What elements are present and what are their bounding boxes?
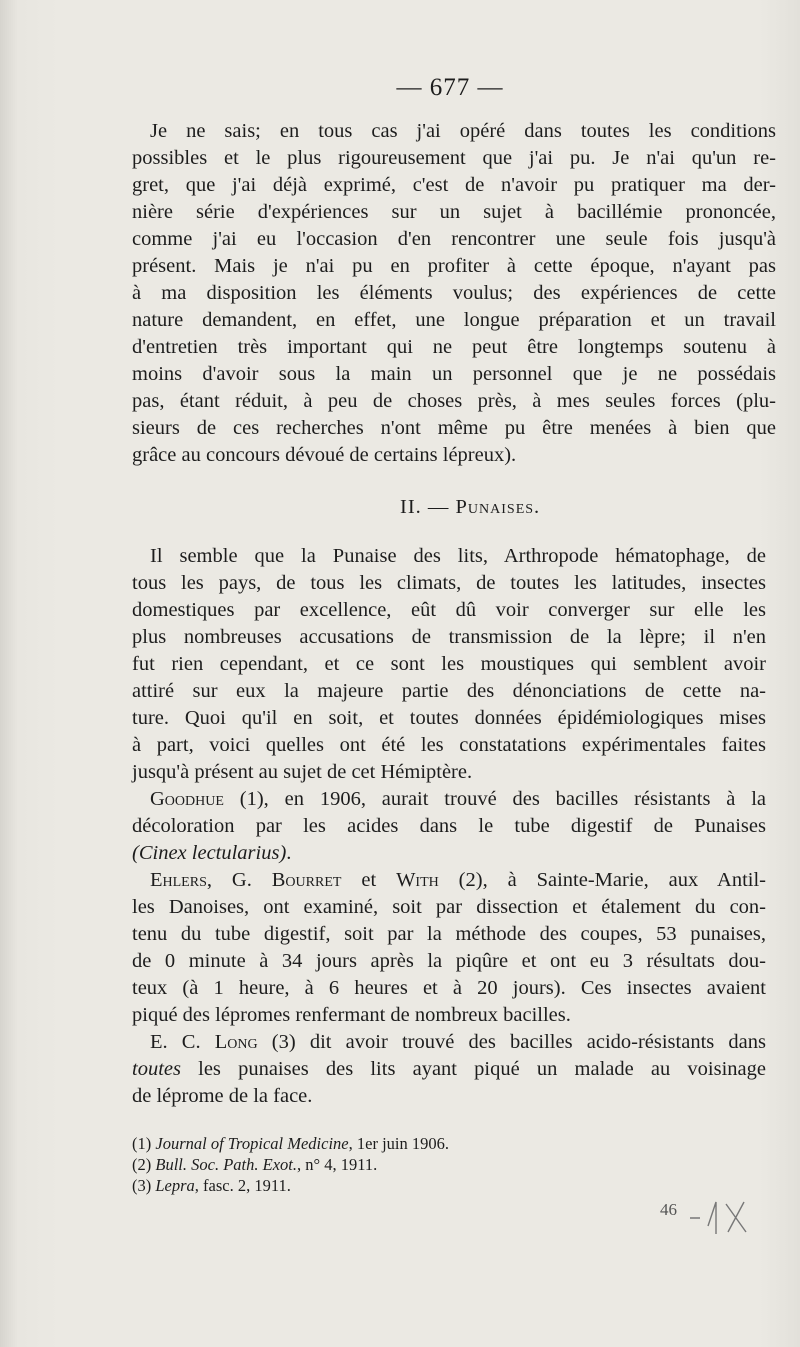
- text-line: Je ne sais; en tous cas j'ai opéré dans toutes les conditions: [150, 120, 776, 142]
- section-heading: [400, 496, 540, 519]
- text-line: Il semble que la Punaise des lits, Arthropode hématophage, de: [150, 545, 766, 567]
- text-line: ture. Quoi qu'il en soit, et toutes données épidémiologiques mises: [132, 707, 766, 729]
- text-line: comme j'ai eu l'occasion d'en rencontrer une seule fois jusqu'à: [132, 228, 776, 250]
- text-line: d'entretien très important qui ne peut être longtemps soutenu à: [132, 336, 776, 358]
- text-line: tenu du tube digestif, soit par la méthode des coupes, 53 punaises,: [132, 923, 766, 945]
- text-line: à ma disposition les éléments voulus; des expériences de cette: [132, 282, 776, 304]
- footnotes: [132, 1133, 652, 1196]
- text-line: nière série d'expériences sur un sujet à bacillémie prononcée,: [132, 201, 776, 223]
- text-line: teux (à 1 heure, à 6 heures et à 20 jours). Ces insectes avaient: [132, 977, 766, 999]
- page-number: — 677 —: [396, 74, 504, 101]
- text-line: Ehlers, G. Bourret et With (2), à Sainte-Marie, aux Antil-: [150, 869, 767, 891]
- text-line: plus nombreuses accusations de transmission de la lèpre; il n'en: [132, 626, 766, 648]
- text-line: possibles et le plus rigoureusement que j'ai pu. Je n'ai qu'un re-: [132, 147, 776, 169]
- text-line: toutes les punaises des lits ayant piqué un malade au voisinage: [132, 1058, 766, 1080]
- footnote: (1) Journal of Tropical Medicine, 1er juin 1906.: [132, 1134, 449, 1153]
- text-line: (Cinex lectularius).: [132, 842, 292, 864]
- text-line: attiré sur eux la majeure partie des dénonciations de cette na-: [132, 680, 766, 702]
- text-line: de léprome de la face.: [132, 1085, 313, 1107]
- author-name: With: [396, 869, 439, 891]
- text-line: fut rien cependant, et ce sont les moustiques qui semblent avoir: [132, 653, 766, 675]
- text-line: jusqu'à présent au sujet de cet Hémiptère.: [132, 761, 473, 783]
- footnote: (2) Bull. Soc. Path. Exot., n° 4, 1911.: [132, 1155, 378, 1174]
- text-line: décoloration par les acides dans le tube digestif de Punaises: [132, 815, 766, 837]
- section-numeral: II. —: [400, 496, 450, 518]
- text-line: à part, voici quelles ont été les constatations expérimentales faites: [132, 734, 766, 756]
- author-name: Goodhue: [150, 788, 224, 810]
- text-line: présent. Mais je n'ai pu en profiter à cette époque, n'ayant pas: [132, 255, 776, 277]
- text-line: Goodhue (1), en 1906, aurait trouvé des bacilles résistants à la: [150, 788, 766, 810]
- text-line: gret, que j'ai déjà exprimé, c'est de n'avoir pu pratiquer ma der-: [132, 174, 776, 196]
- text-line: grâce au concours dévoué de certains lépreux).: [132, 444, 517, 466]
- text-line: moins d'avoir sous la main un personnel que je ne possédais: [132, 363, 776, 385]
- author-name: Bourret: [271, 869, 342, 891]
- author-name: Ehlers: [150, 869, 207, 891]
- text-line: tous les pays, de tous les climats, de toutes les latitudes, insectes: [132, 572, 766, 594]
- text-line: piqué des lépromes renfermant de nombreux bacilles.: [132, 1004, 571, 1026]
- author-name: Long: [214, 1031, 258, 1053]
- section-body: [132, 543, 766, 1110]
- footnote: (3) Lepra, fasc. 2, 1911.: [132, 1176, 291, 1195]
- text-line: sieurs de ces recherches n'ont même pu être menées à bien que: [132, 417, 776, 439]
- text-line: les Danoises, ont examiné, soit par dissection et étalement du con-: [132, 896, 766, 918]
- text-line: de 0 minute à 34 jours après la piqûre et ont eu 3 résultats dou-: [132, 950, 766, 972]
- text-line: pas, étant réduit, à peu de choses près, à mes seules forces (plu-: [132, 390, 776, 412]
- text-line: domestiques par excellence, eût dû voir converger sur elle les: [132, 599, 766, 621]
- section-title: Punaises.: [455, 496, 541, 518]
- text-line: nature demandent, en effet, une longue préparation et un travail: [132, 309, 776, 331]
- emphasis: toutes: [132, 1058, 181, 1080]
- handwritten-mark-icon: [686, 1196, 756, 1238]
- text-line: E. C. Long (3) dit avoir trouvé des bacilles acido-résistants dans: [150, 1031, 766, 1053]
- signature-mark: 46: [660, 1200, 677, 1219]
- species-name: (Cinex lectularius): [132, 842, 287, 864]
- paragraph-bacillemia: [132, 118, 776, 469]
